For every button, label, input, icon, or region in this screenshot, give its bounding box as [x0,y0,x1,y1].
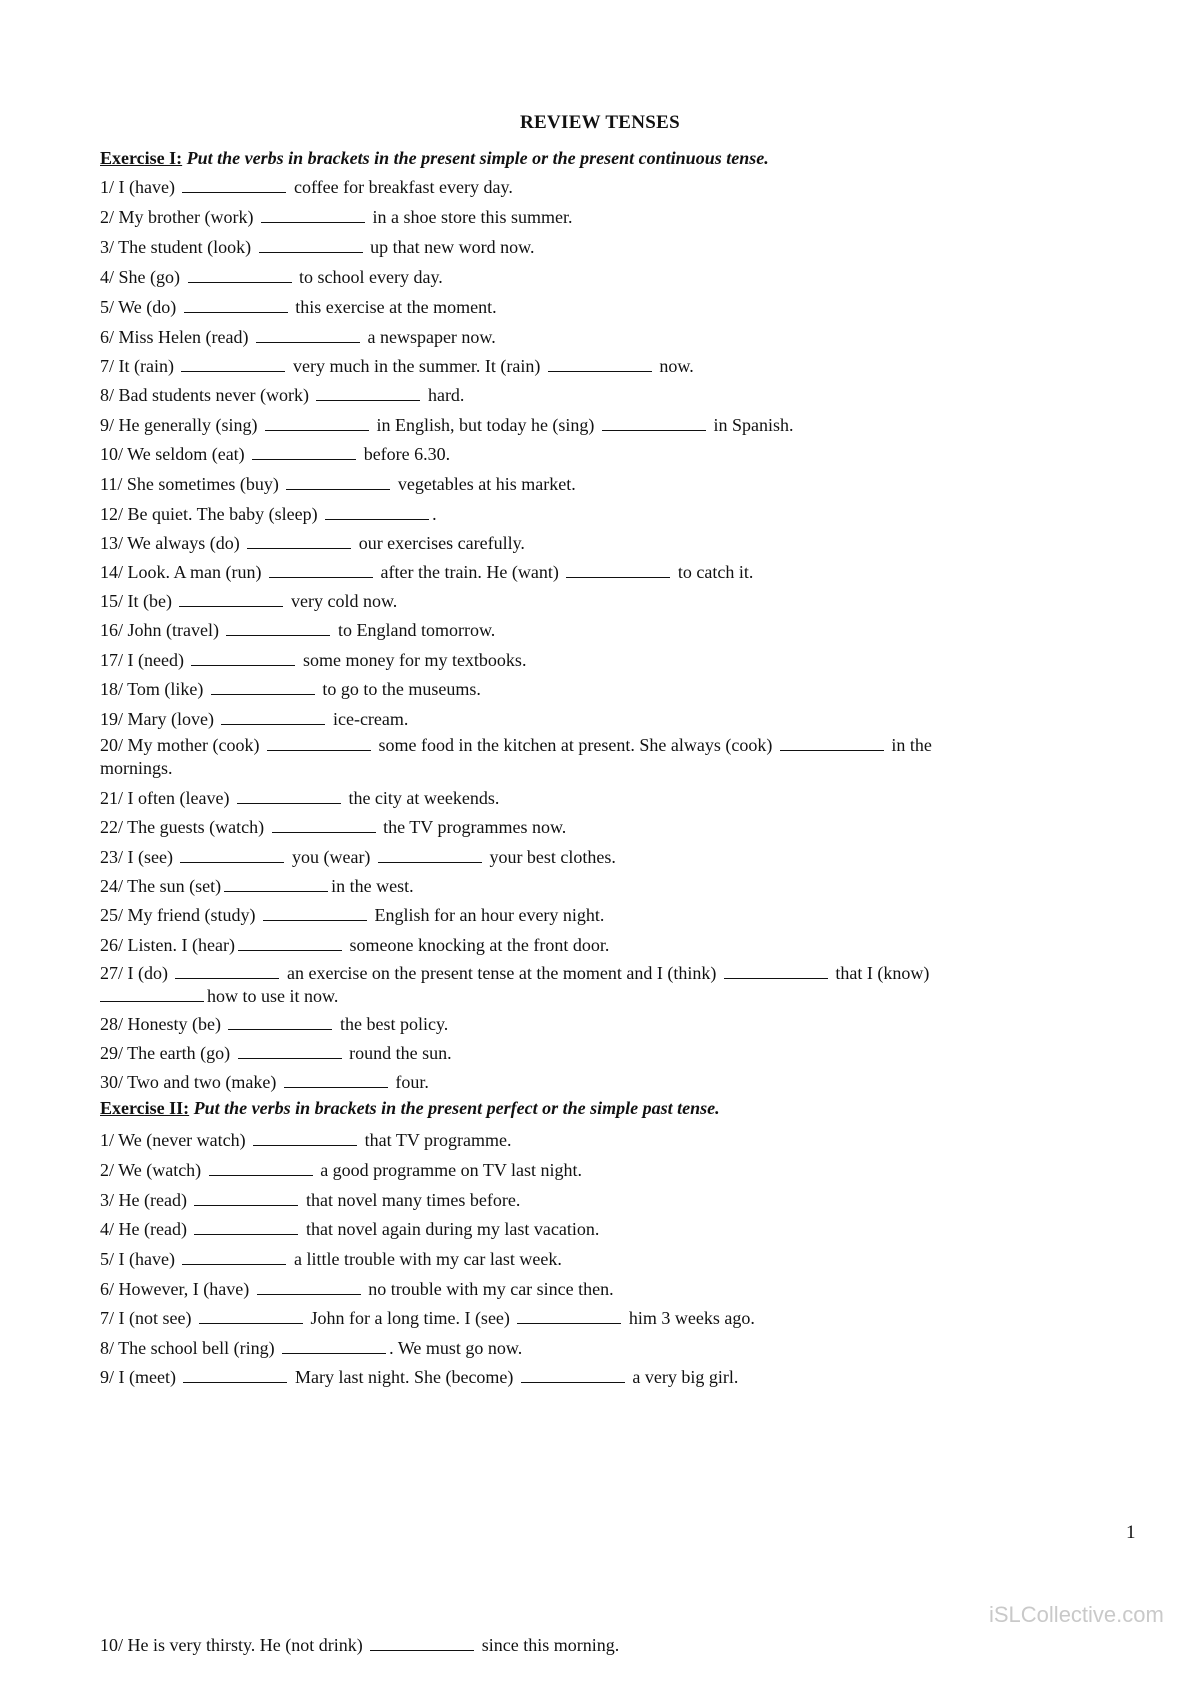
sentence-text: how to use it now. [207,986,339,1006]
exercise-1-item [100,473,576,495]
answer-blank[interactable] [370,1636,474,1651]
sentence-text: since this morning. [477,1635,620,1655]
sentence-text: 4/ She (go) [100,267,185,287]
sentence-text: 12/ Be quiet. The baby (sleep) [100,504,323,524]
sentence-text: 21/ I often (leave) [100,788,234,808]
answer-blank[interactable] [265,416,369,431]
sentence-text: in the [886,735,932,755]
exercise-1-item [100,816,566,838]
sentence-text: hard. [423,385,465,405]
sentence-text: 30/ Two and two (make) [100,1072,281,1092]
answer-blank[interactable] [226,621,330,636]
sentence-text: 7/ I (not see) [100,1308,196,1328]
exercise-2-item [100,1278,614,1300]
sentence-text: 5/ I (have) [100,1249,180,1269]
page-title: REVIEW TENSES [519,112,681,133]
answer-blank[interactable] [780,736,884,751]
answer-blank[interactable] [282,1339,386,1354]
sentence-text: 6/ Miss Helen (read) [100,327,253,347]
answer-blank[interactable] [269,563,373,578]
answer-blank[interactable] [548,357,652,372]
sentence-text: the best policy. [335,1014,449,1034]
exercise-1-heading [100,148,769,169]
sentence-text: 15/ It (be) [100,591,177,611]
sentence-text: 4/ He (read) [100,1219,192,1239]
answer-blank[interactable] [238,1044,342,1059]
sentence-text: 23/ I (see) [100,847,178,867]
answer-blank[interactable] [237,789,341,804]
answer-blank[interactable] [211,680,315,695]
sentence-text: 8/ The school bell (ring) [100,1338,280,1358]
exercise-2-instruction: Put the verbs in brackets in the present perfect or the simple past tense. [189,1098,720,1118]
sentence-text: . [432,504,437,524]
sentence-text: 13/ We always (do) [100,533,245,553]
exercise-1-label: Exercise I: [100,148,183,168]
sentence-text: that TV programme. [360,1130,512,1150]
answer-blank[interactable] [224,877,328,892]
answer-blank[interactable] [209,1161,313,1176]
sentence-text: before 6.30. [359,444,451,464]
sentence-text: some money for my textbooks. [298,650,527,670]
exercise-1-item [100,934,609,956]
answer-blank[interactable] [256,328,360,343]
answer-blank[interactable] [191,651,295,666]
answer-blank[interactable] [252,445,356,460]
sentence-text: English for an hour every night. [369,905,605,925]
sentence-text: to go to the museums. [317,679,481,699]
exercise-1-item [100,443,450,465]
answer-blank[interactable] [228,1015,332,1030]
sentence-text: to catch it. [673,562,754,582]
sentence-text: very much in the summer. It (rain) [288,356,545,376]
sentence-text: 3/ The student (look) [100,237,256,257]
sentence-text: 9/ He generally (sing) [100,415,262,435]
sentence-text: 1/ I (have) [100,177,180,197]
exercise-1-item [100,561,753,583]
sentence-text: that I (know) [830,963,930,983]
exercise-1-item [100,904,604,926]
answer-blank[interactable] [724,964,828,979]
exercise-1-item [100,708,408,730]
answer-blank[interactable] [316,386,420,401]
sentence-text: ice-cream. [328,709,409,729]
answer-blank[interactable] [100,987,204,1002]
exercise-1-item [100,678,481,700]
exercise-1-item [100,266,443,288]
sentence-text: our exercises carefully. [354,533,525,553]
exercise-1-item [100,326,496,348]
answer-blank[interactable] [180,848,284,863]
exercise-1-item [100,176,513,198]
exercise-2-item [100,1129,511,1151]
answer-blank[interactable] [181,357,285,372]
exercise-2-item [100,1218,599,1240]
sentence-text: after the train. He (want) [375,562,564,582]
answer-blank[interactable] [221,710,325,725]
sentence-text: 20/ My mother (cook) [100,735,264,755]
exercise-1-instruction: Put the verbs in brackets in the present simple or the present continuous tense. [182,148,769,168]
answer-blank[interactable] [188,268,292,283]
sentence-text: someone knocking at the front door. [344,935,610,955]
sentence-text: some food in the kitchen at present. She always (cook) [373,735,777,755]
sentence-text: 25/ My friend (study) [100,905,260,925]
sentence-text: that novel again during my last vacation. [301,1219,600,1239]
exercise-1-item [100,846,616,868]
sentence-text: 19/ Mary (love) [100,709,219,729]
sentence-text: very cold now. [286,591,398,611]
sentence-text: . We must go now. [389,1338,523,1358]
sentence-text: 27/ I (do) [100,963,173,983]
exercise-1-item [100,875,414,897]
sentence-text: up that new word now. [365,237,535,257]
sentence-text: 11/ She sometimes (buy) [100,474,284,494]
answer-blank[interactable] [247,534,351,549]
exercise-1-item [100,962,929,984]
sentence-text: a very big girl. [627,1367,739,1387]
exercise-1-item [100,503,437,525]
sentence-text: round the sun. [344,1043,452,1063]
sentence-text: Mary last night. She (become) [290,1367,518,1387]
sentence-text: mornings. [100,758,173,778]
sentence-text: an exercise on the present tense at the moment and I (think) [282,963,721,983]
sentence-text: 14/ Look. A man (run) [100,562,266,582]
exercise-2-item [100,1337,522,1359]
answer-blank[interactable] [259,238,363,253]
sentence-text: in Spanish. [708,415,794,435]
exercise-2-label: Exercise II: [100,1098,190,1118]
sentence-text: 17/ I (need) [100,650,189,670]
answer-blank[interactable] [194,1220,298,1235]
exercise-2-item [100,1307,755,1329]
answer-blank[interactable] [182,1250,286,1265]
sentence-text: 8/ Bad students never (work) [100,385,314,405]
sentence-text: 9/ I (meet) [100,1367,181,1387]
sentence-text: 10/ We seldom (eat) [100,444,250,464]
answer-blank[interactable] [194,1191,298,1206]
exercise-2-heading [100,1098,720,1119]
watermark: iSLCollective.com [989,1602,1164,1627]
answer-blank[interactable] [238,936,342,951]
sentence-text: no trouble with my car since then. [363,1279,614,1299]
exercise-2-item [100,1366,738,1388]
sentence-text: this exercise at the moment. [290,297,497,317]
sentence-text: John for a long time. I (see) [305,1308,515,1328]
answer-blank[interactable] [284,1073,388,1088]
exercise-1-item [100,414,793,436]
sentence-text: coffee for breakfast every day. [289,177,513,197]
exercise-2-item [100,1634,619,1656]
exercise-1-item [100,649,526,671]
answer-blank[interactable] [182,178,286,193]
exercise-2-item [100,1248,562,1270]
sentence-text: in the west. [331,876,414,896]
sentence-text: a newspaper now. [362,327,496,347]
answer-blank[interactable] [183,1368,287,1383]
sentence-text: you (wear) [287,847,375,867]
sentence-text: now. [654,356,694,376]
sentence-text: 3/ He (read) [100,1190,192,1210]
sentence-text: 7/ It (rain) [100,356,179,376]
answer-blank[interactable] [257,1280,361,1295]
sentence-text: in English, but today he (sing) [371,415,599,435]
answer-blank[interactable] [521,1368,625,1383]
exercise-1-item [100,236,534,258]
answer-blank[interactable] [199,1309,303,1324]
exercise-1-item [100,355,694,377]
sentence-text: vegetables at his market. [393,474,576,494]
exercise-2-item [100,1159,582,1181]
answer-blank[interactable] [566,563,670,578]
sentence-text: to school every day. [294,267,443,287]
answer-blank[interactable] [517,1309,621,1324]
exercise-1-item [100,787,499,809]
answer-blank[interactable] [325,505,429,520]
sentence-continuation [100,757,173,779]
answer-blank[interactable] [286,475,390,490]
sentence-text: the TV programmes now. [378,817,567,837]
sentence-text: four. [390,1072,429,1092]
exercise-1-item [100,619,495,641]
answer-blank[interactable] [267,736,371,751]
exercise-1-item [100,532,525,554]
answer-blank[interactable] [175,964,279,979]
answer-blank[interactable] [261,208,365,223]
exercise-1-item [100,734,932,756]
answer-blank[interactable] [184,298,288,313]
sentence-text: 6/ However, I (have) [100,1279,254,1299]
sentence-text: 29/ The earth (go) [100,1043,235,1063]
sentence-text: 2/ My brother (work) [100,207,258,227]
sentence-text: your best clothes. [484,847,616,867]
sentence-text: 22/ The guests (watch) [100,817,269,837]
answer-blank[interactable] [263,906,367,921]
sentence-text: 24/ The sun (set) [100,876,222,896]
sentence-text: 10/ He is very thirsty. He (not drink) [100,1635,368,1655]
exercise-1-item [100,590,397,612]
sentence-text: 18/ Tom (like) [100,679,208,699]
sentence-text: 1/ We (never watch) [100,1130,251,1150]
page-number: 1 [1126,1522,1136,1543]
sentence-text: 2/ We (watch) [100,1160,206,1180]
sentence-text: 28/ Honesty (be) [100,1014,226,1034]
answer-blank[interactable] [253,1131,357,1146]
exercise-1-item [100,206,572,228]
sentence-text: him 3 weeks ago. [624,1308,755,1328]
sentence-text: a little trouble with my car last week. [289,1249,562,1269]
answer-blank[interactable] [272,818,376,833]
answer-blank[interactable] [602,416,706,431]
exercise-1-item [100,384,464,406]
answer-blank[interactable] [179,592,283,607]
exercise-1-item [100,1013,448,1035]
exercise-1-item [100,1042,452,1064]
sentence-text: in a shoe store this summer. [367,207,573,227]
exercise-1-item [100,296,497,318]
answer-blank[interactable] [378,848,482,863]
sentence-continuation [100,985,338,1007]
sentence-text: the city at weekends. [343,788,500,808]
sentence-text: 26/ Listen. I (hear) [100,935,235,955]
sentence-text: 16/ John (travel) [100,620,224,640]
exercise-2-item [100,1189,520,1211]
exercise-1-item [100,1071,429,1093]
sentence-text: a good programme on TV last night. [315,1160,582,1180]
sentence-text: 5/ We (do) [100,297,181,317]
sentence-text: to England tomorrow. [333,620,496,640]
sentence-text: that novel many times before. [301,1190,521,1210]
